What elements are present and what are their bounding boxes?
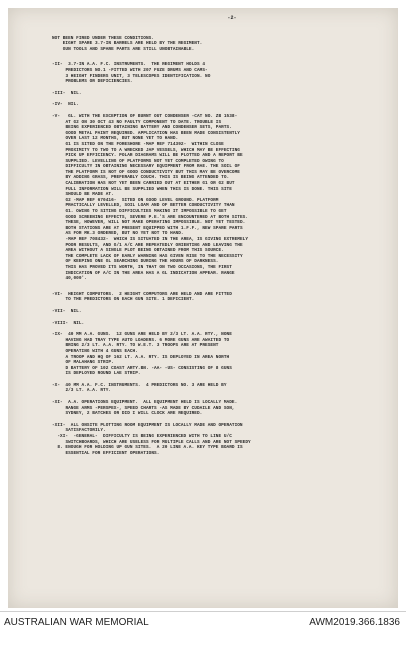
typewritten-text bbox=[52, 16, 372, 456]
section-ix: -IX- 40 MM A.A. GUNS. 12 GUNS ARE HELD BY 2/3 LT. A.A. RTY., NONE HAVING HAD TRAY TYPE AUTO LOADERS. 6 MORE GUNS ARE AWAITED TO BRING 2/3 LT. A.A. RTY. TO W.E.T. 3 TROOPS ARE AT PRESENT OPERATING WITH 4 GUNS EACH. A TROOP AND HQ OF 162 LT. A.A. RTY. IS DEPLOYED IN AREA NORTH OF MALAHANG STRIP. D BATTERY OF 102 COAST ARTY.BN. -AA- -US- CONSISTING OF 8 GUNS IS DEPLOYED ROUND LAE STRIP. bbox=[52, 332, 232, 377]
section-v: -V- GL. WITH THE EXCEPTION OF BURNT OUT CONDENSER -CAT NO. ZB 1538- AT G2 ON 30 OCT 43 NO FAULTY COMPONENT TO DATE. TROUBLE IS BEING EXPERIENCED OBTAINING BATTERY AND CONDENSER SETS, PARTS. GOOD METAL PAINT REQUIRED. APPLICATION HAS BEEN MADE CONSISTENTLY OVER LAST 12 MONTHS, BUT NONE YET TO HAND. G1 IS SITED ON THE FORESHORE -MAP REF 714392- WITHIN CLOSE PROXIMITY TO TWO TO A WRECKED JAP VESSELS, WHICH MAY BE EFFECTING PICK UP EFFICIENCY. POLAR DIAGRAMS WILL BE PLOTTED AND A REPORT BE SUPPLIED. LEVELLING OF PLATFORMS NOT YET COMPLETED OWING TO DIFFICULTY IN OBTAINING NECESSARY EQUIPMENT FROM RAE. THE SOIL OF THE PLATFORM IS NOT OF GOOD CONDUCTIVITY BUT THIS MAY BE OVERCOME BY ADDING GRASS, PREFERABLY COUCH. THIS IS BEING ATTENDED TO. CALIBRATION HAS NOT YET BEEN CARRIED OUT AT EITHER G1 OR G2 BUT FULL INFORMATION WILL BE SUPPLIED WHEN THIS IS DONE. THIS SITE SHOULD BE MADE AT. G2 -MAP REF 670416- SITED ON GOOD LEVEL GROUND. PLATFORM PRACTICALLY LEVELLED, SOIL LOAM AND OF BETTER CONDUCTIVITY THAN G1. OWING TO SITING DIFFICULTIES MAKING IT IMPOSSIBLE TO GET GOOD SCREENING EFFECTS, SEVERE P.E.'S ARE ENCOUNTERED AT BOTH SITES. THESE, HOWEVER, WILL NOT MAKE OPERATING IMPOSSIBLE. NOT YET TESTED. BOTH STATIONS ARE AT PRESENT EQUIPPED WITH 1.F.F., NEW SPARE PARTS AS FOR MK.3 ORDERED, BUT NO YET NOT TO HAND. -MAP REF 708432- WHICH IS SITUATED IN THE AREA, IS GIVING EXTREMELY POOR RESULTS, AND G/1 A/C ARE REPEATEDLY ORIENTING AND LEAVING THE AREA WITHOUT A SINGLE PLOT BEING OBTAINED FROM THIS SOURCE. THE COMPLETE LACK OF EARLY WARNING HAS GIVEN RISE TO THE NECESSITY OF KEEPING ONE GL SEARCHING DURING THE HOURS OF DARKNESS. THIS HAS PROVED ITS WORTH, IN THAT ON TWO OCCASIONS, THE FIRST INDICATION OF A/C IN THE AREA HAS A GL INDICATION APPEAR. RANGE 40,000'. bbox=[52, 113, 249, 282]
reference-number: AWM2019.366.1836 bbox=[309, 617, 400, 628]
section-iv: -IV- NIL. bbox=[52, 102, 79, 108]
section-x: -X- 40 MM A.A. F.C. INSTRUMENTS. 4 PREDICTORS NO. 3 ARE HELD BY 2/3 LT. A.A. RTY. bbox=[52, 382, 227, 394]
caption-bar bbox=[0, 611, 406, 632]
section-xi: -XI- A.A. OPERATIONS EQUIPMENT. ALL EQUIPMENT HELD IS LOCALLY MADE. RANGE ARMS -PERSPEX-, SPEED CHARTS -AS MADE BY CUDAILE AND SON, SYDNEY, 2 BATCHES OR DID I WILL CLOCK ARE REQUIRED. bbox=[52, 400, 238, 417]
section-iii: -III- NIL. bbox=[52, 90, 82, 96]
section-vi: -VI- HEIGHT COMPUTORS. 2 HEIGHT COMPUTORS ARE HELD AND ARE FITTED TO THE PREDICTORS ON EACH GUN SITE. 1 DEFICIENT. bbox=[52, 291, 232, 303]
source-label: AUSTRALIAN WAR MEMORIAL bbox=[4, 617, 149, 628]
section-ii: -II- 3.7-IN A.A. F.C. INSTRUMENTS. THE REGIMENT HOLDS 4 PREDICTORS NO.1 -FITTED WITH 207 FUZE DRUMS AND CAMS- 3 HEIGHT FINDERS UNIT, 3 TELESCOPES IDENTIFICATION. NO PROBLEMS OR DEFICIENCIES. bbox=[52, 62, 211, 85]
intro-paragraph: NOT BEEN FIRED UNDER THESE CONDITIONS. EIGHT SPARE 3.7-IN BARRELS ARE HELD BY THE REGIMENT. GUN TOOLS AND SPARE PARTS ARE STILL UNOBTAINABLE. bbox=[52, 35, 203, 52]
page-number: -2- bbox=[227, 15, 237, 21]
section-xii: -XII- ALL ONSITE PLOTTING ROOM EQUIPMENT IS LOCALLY MADE AND OPERATION SATISFACTORILY. -XI- -GENERAL- DIFFICULTY IS BEING EXPERIENCED WITH TO LINE U/C SWITCHBOARDS, WHICH ARE USELESS FOR MULTIPLE CALLS AND ARE NOT SPEEDY 8. ENOUGH FOR HOLDING UP GUN SITES. A 20 LINE A.A. KEY TYPE BOARD IS ESSENTIAL FOR EFFICIENT OPERATIONS. bbox=[52, 422, 251, 456]
section-viii: -VIII- NIL. bbox=[52, 320, 85, 326]
document-page bbox=[8, 8, 398, 608]
section-vii: -VII- NIL. bbox=[52, 308, 82, 314]
